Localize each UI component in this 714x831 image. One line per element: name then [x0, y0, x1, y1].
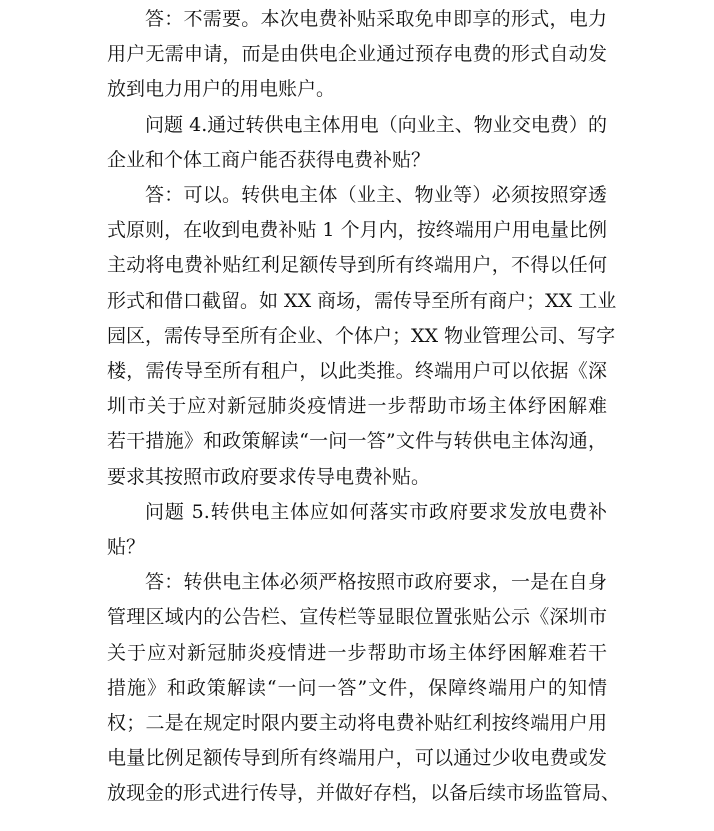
text-line: 贴？	[107, 536, 146, 558]
text-line: 要求其按照市政府要求传导电费补贴。	[107, 465, 431, 488]
text-line: 主动将电费补贴红利足额传导到所有终端用户，不得以任何	[107, 254, 607, 277]
text-line: 若干措施》和政策解读“一问一答”文件与转供电主体沟通，	[107, 430, 607, 453]
text-line: 放现金的形式进行传导，并做好存档，以备后续市场监管局、	[107, 782, 621, 805]
text-line: 式原则，在收到电费补贴 1 个月内，按终端用户用电量比例	[107, 219, 607, 242]
text-line: 措施》和政策解读“一问一答”文件，保障终端用户的知情	[107, 676, 607, 699]
text-line: 管理区域内的公告栏、宣传栏等显眼位置张贴公示《深圳市	[107, 606, 607, 629]
text-line: 问题 4.通过转供电主体用电（向业主、物业交电费）的	[145, 113, 607, 136]
text-line: 问题 5.转供电主体应如何落实市政府要求发放电费补	[145, 500, 607, 523]
text-line: 权；二是在规定时限内要主动将电费补贴红利按终端用户用	[107, 712, 607, 734]
text-line: 答：转供电主体必须严格按照市政府要求，一是在自身	[145, 571, 607, 594]
text-line: 电量比例足额传导到所有终端用户，可以通过少收电费或发	[107, 747, 607, 770]
text-line: 关于应对新冠肺炎疫情进一步帮助市场主体纾困解难若干	[107, 641, 607, 664]
text-line: 答：可以。转供电主体（业主、物业等）必须按照穿透	[145, 184, 607, 206]
text-line: 楼，需传导至所有租户，以此类推。终端用户可以依据《深	[107, 360, 607, 382]
text-line: 圳市关于应对新冠肺炎疫情进一步帮助市场主体纾困解难	[107, 395, 607, 418]
text-line: 园区，需传导至所有企业、个体户；XX 物业管理公司、写字	[107, 324, 616, 347]
text-line: 企业和个体工商户能否获得电费补贴？	[107, 148, 431, 171]
text-line: 用户无需申请，而是由供电企业通过预存电费的形式自动发	[107, 43, 607, 66]
text-line: 放到电力用户的用电账户。	[107, 78, 336, 101]
text-line: 答：不需要。本次电费补贴采取免申即享的形式，电力	[145, 8, 607, 30]
text-line: 形式和借口截留。如 XX 商场，需传导至所有商户；XX 工业	[107, 289, 617, 312]
